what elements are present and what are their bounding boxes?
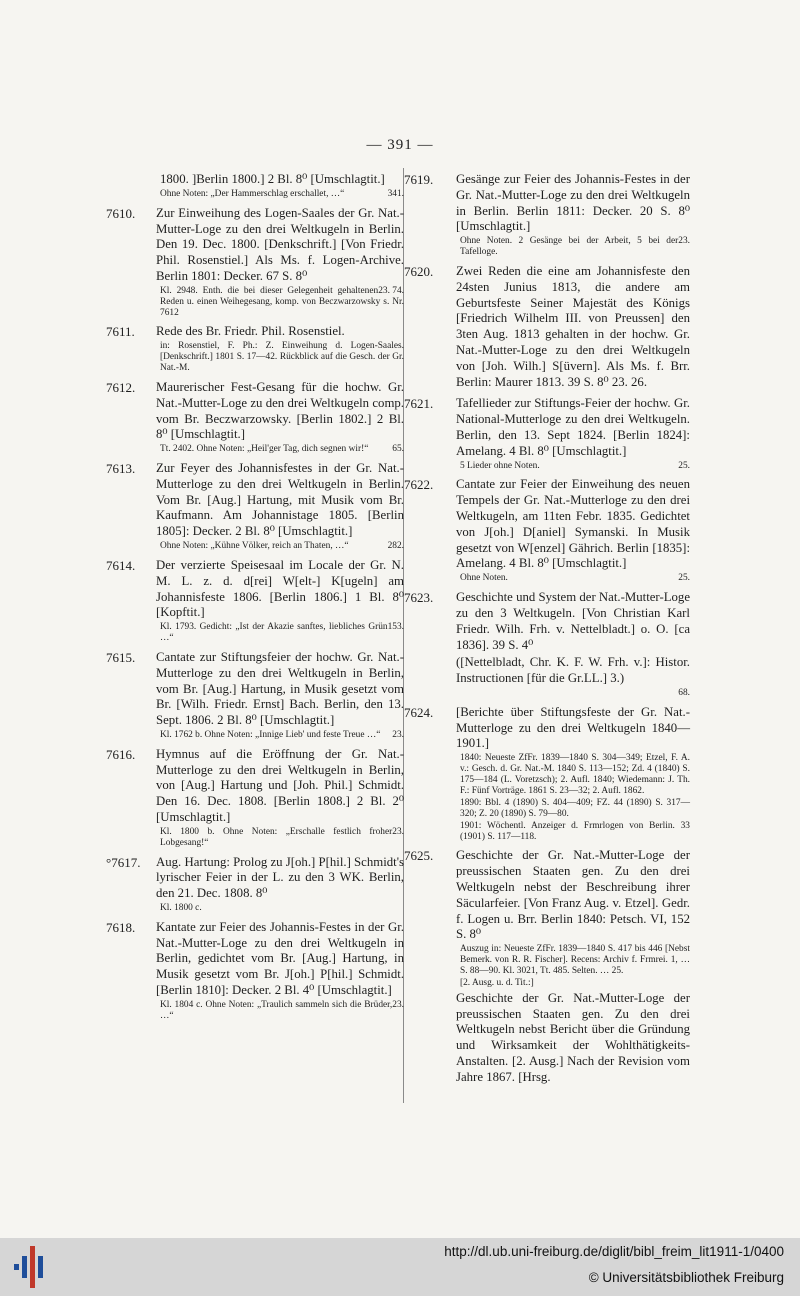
note-text: in: Rosenstiel, F. Ph.: Z. Einweihung d. Logen-Saales. [Denkschrift.] 1801 S. 17—42. Rückblick auf die Gesch. der Gr. Nat.-M. <box>160 341 404 374</box>
entry-text: Hymnus auf die Eröffnung der Gr. Nat.-Mutterloge zu den drei Weltkugeln in Berlin, von [Aug.] Hartung und [Joh. Phil.] Schmidt. Den 16. Dec. 1808. [Berlin 1808.] 2 Bl. 2⁰ [Umschlagtit.] <box>156 746 404 824</box>
entry-text: Maurerischer Fest-Gesang für die hochw. Gr. Nat.-Mutter-Loge zu den drei Weltkugeln comp. vom Br. Beczwarzowsky. [Berlin 1802.] 2 Bl. 8⁰ [Umschlagtit.] <box>156 379 404 442</box>
entry-text: Cantate zur Feier der Einweihung des neuen Tempels der Gr. Nat.-Mutterloge zu den drei Weltkugeln, am 11ten Febr. 1835. Gedichtet von J[oh.] D[aniel] Symanski. In Musik gesetzt von W[enzel] Gährich. Berlin [1835]: Amelang. 4 Bl. 8⁰ [Umschlagtit.] <box>456 477 690 571</box>
entry-note <box>112 622 404 644</box>
reference-numbers: 23. <box>678 236 690 247</box>
reference-numbers: 23. 74. <box>378 285 404 296</box>
entry-text: Zur Einweihung des Logen-Saales der Gr. Nat.-Mutter-Loge zu den drei Weltkugeln in Berlin. Den 19. Dec. 1800. [Denkschrift.] [Von Friedr. Phil. Rosenstiel.] Als Ms. f. Logen-Archive. Berlin 1801: Decker. 67 S. 8⁰ <box>156 205 404 283</box>
note-text: Ohne Noten. <box>460 573 508 584</box>
reference-numbers: 153. <box>387 622 404 633</box>
catalog-entry <box>106 557 404 644</box>
reference-numbers: 23. <box>392 826 404 837</box>
catalog-entry <box>106 919 404 1022</box>
entry-text: Der verzierte Speisesaal im Locale der Gr. N. M. L. z. d. d[rei] W[elt-] K[ugeln] am Johannisfeste 1806. [Berlin 1806.] 1 Bl. 8⁰ [Kopftit.] <box>156 557 404 620</box>
entry-note <box>412 461 690 472</box>
entry-note <box>112 189 404 200</box>
note-text: Ohne Noten: „Kühne Völker, reich an Thaten, …“ <box>160 541 349 551</box>
catalog-entry <box>404 590 690 699</box>
entry-text: Kantate zur Feier des Johannis-Festes in der Gr. Nat.-Mutter-Loge zu den drei Weltkugeln in Berlin, gedichtet vom Br. [Aug.] Hartung, in Musik gesetzt vom Br. J[oh.] P[hil.] Schmidt. [Berlin 1810]: Decker. 2 Bl. 4⁰ [Umschlagtit.] <box>156 919 404 998</box>
reference-numbers: 68. <box>678 687 690 698</box>
catalog-entry <box>106 324 404 374</box>
reference-numbers: 65. <box>392 444 404 455</box>
catalog-entry <box>404 704 690 843</box>
entry-text: Gesänge zur Feier des Johannis-Festes in der Gr. Nat.-Mutter-Loge zu den drei Weltkugeln in Berlin. Berlin 1811: Decker. 20 S. 8⁰ [Umschlagtit.] <box>456 172 690 234</box>
entry-note <box>412 573 690 584</box>
entry-note <box>112 730 404 741</box>
entry-number: 7615. <box>106 649 136 665</box>
left-column <box>106 172 404 1028</box>
catalog-entry <box>106 461 404 552</box>
entry-number: 7610. <box>106 205 136 221</box>
catalog-entry <box>106 746 404 849</box>
entry-number: 7622. <box>404 477 434 493</box>
note-text: 1890: Bbl. 4 (1890) S. 404—409; FZ. 44 (1890) S. 317—320; Z. 20 (1890) S. 79—80. <box>460 797 690 819</box>
catalog-entry <box>106 854 404 914</box>
entry-number: °7617. <box>106 854 141 870</box>
catalog-entry <box>106 205 404 319</box>
reference-numbers: 282. <box>387 541 404 551</box>
note-text: Tt. 2402. Ohne Noten: „Heil'ger Tag, dich segnen wir!“ <box>160 444 369 455</box>
right-column <box>404 172 690 1092</box>
note-text: Kl. 2948. Enth. die bei dieser Gelegenheit gehaltenen Reden u. einen Weihegesang, komp. von Beczwarzowsky s. Nr. 7612 <box>160 285 404 318</box>
entry-note <box>112 341 404 374</box>
catalog-entry <box>404 848 690 1085</box>
entry-text: Rede des Br. Friedr. Phil. Rosenstiel. <box>156 324 345 339</box>
page-number: — 391 — <box>366 137 434 153</box>
catalog-entry <box>106 649 404 741</box>
note-text: 5 Lieder ohne Noten. <box>460 460 540 471</box>
catalog-entry <box>404 264 690 390</box>
catalog-entry <box>106 379 404 455</box>
note-text: Kl. 1800 b. Ohne Noten: „Erschalle festlich froher Lobgesang!“ <box>160 826 393 848</box>
entry-note <box>112 827 404 849</box>
note-text: Kl. 1762 b. Ohne Noten: „Innige Lieb' und feste Treue …“ <box>160 729 381 740</box>
reference-numbers: 341. <box>387 188 404 199</box>
entry-note <box>412 236 690 258</box>
reference-numbers: 25. <box>678 460 690 471</box>
entry-number: 7616. <box>106 746 136 762</box>
entry-note <box>412 944 690 977</box>
entry-note <box>412 798 690 820</box>
library-logo-icon <box>12 1244 48 1290</box>
entry-note <box>412 821 690 843</box>
entry-note <box>112 541 404 552</box>
entry-number: 7612. <box>106 379 136 395</box>
entry-text: 1800. ]Berlin 1800.] 2 Bl. 8⁰ [Umschlagtit.] <box>160 172 385 186</box>
catalog-entry <box>112 172 404 200</box>
entry-text: Zwei Reden die eine am Johannisfeste den 24sten Junius 1813, die andere am Geburtsfeste Seiner Majestät des Königs [Friedrich Wilhelm III. von Preussen] den 3ten Aug. 1813 gehalten in der hochw. Gr. Nat.-Mutter-Loge zu den drei Weltkugeln von [Joh. Wilh.] S[üvern]. Als Ms. f. Brr. Berlin: Maurer 1813. 39 S. 8⁰ 23. 26. <box>456 264 690 389</box>
note-text: Auszug in: Neueste ZfFr. 1839—1840 S. 417 bis 446 [Nebst Bemerk. von R. R. Fischer]. Recens: Archiv f. Frmrei. 1, … S. 88—90. Kl. 3021, Tt. 485. Selten. … 25. <box>460 944 690 977</box>
entry-number: 7613. <box>106 461 136 477</box>
note-text: Kl. 1793. Gedicht: „Ist der Akazie sanftes, liebliches Grün …“ <box>160 622 388 643</box>
copyright-notice: © Universitätsbibliothek Freiburg <box>588 1270 784 1285</box>
entry-extra-ref <box>412 688 690 699</box>
entry-continuation: Geschichte der Gr. Nat.-Mutter-Loge der preussischen Staaten gen. Zu den drei Weltkugeln nebst Bericht über die Gründung und Wirksamkeit der Wohlthätigkeits-Anstalten. [2. Ausg.] Nach der Revision vom Jahre 1867. [Hrsg. <box>456 990 690 1084</box>
catalog-entry <box>404 396 690 471</box>
catalog-entry <box>404 477 690 584</box>
reference-numbers: 23. <box>392 729 404 740</box>
viewer-footer <box>0 1238 800 1296</box>
entry-note <box>112 1000 404 1022</box>
entry-extra: ([Nettelbladt, Chr. K. F. W. Frh. v.]: Histor. Instructionen [für die Gr.LL.] 3.) <box>456 655 690 686</box>
entry-text: [Berichte über Stiftungsfeste der Gr. Nat.-Mutterloge zu den drei Weltkugeln 1840—1901.] <box>456 704 690 751</box>
entry-number: 7620. <box>404 264 434 279</box>
note-text: Kl. 1804 c. Ohne Noten: „Traulich sammeln sich die Brüder, …“ <box>160 999 393 1021</box>
entry-text: Cantate zur Stiftungsfeier der hochw. Gr. Nat.-Mutterloge zu den drei Weltkugeln in Berlin, vom Br. [Aug.] Hartung, in Musik gesetzt vom Br. [Wilh. Friedr. Ernst] Bach. Berlin, den 13. Sept. 1806. 2 Bl. 8⁰ [Umschlagtit.] <box>156 649 404 728</box>
entry-number: 7619. <box>404 172 434 187</box>
entry-number: 7623. <box>404 590 434 606</box>
entry-note <box>112 286 404 319</box>
entry-number: 7625. <box>404 848 434 864</box>
note-text: Ohne Noten. 2 Gesänge bei der Arbeit, 5 bei der Tafelloge. <box>460 236 679 258</box>
note-text: 1840: Neueste ZfFr. 1839—1840 S. 304—349; Etzel, F. A. v.: Gesch. d. Gr. Nat.-M. 1840 S. 113—152; Zd. 4 (1840) S. 175—184 (L. Voretzsch); 2. Aufl. 1840; Wiedemann: J. Th. F.: Fünf Vorträge. 1861 S. 23—32; 2. Aufl. 1862. <box>460 753 690 796</box>
entry-number: 7621. <box>404 396 434 412</box>
entry-number: 7624. <box>404 704 434 720</box>
entry-note <box>112 903 404 914</box>
entry-text: Zur Feyer des Johannisfestes in der Gr. Nat.-Mutterloge zu den drei Weltkugeln in Berlin. Vom Br. [Aug.] Hartung, mit Musik vom Br. Kaufmann. Am Johannistage 1805. [Berlin 1805]: Decker. 2 Bl. 8⁰ [Umschlagtit.] <box>156 461 404 539</box>
reference-numbers: 25. <box>678 573 690 584</box>
entry-text: Geschichte der Gr. Nat.-Mutter-Loge der preussischen Staaten gen. Zu den drei Weltkugeln nebst der Beschreibung ihrer Säcularfeier. [Von Franz Aug. v. Etzel]. Gedr. f. Logen u. Brr. Berlin 1840: Petsch. VI, 152 S. 8⁰ <box>456 848 690 942</box>
document-url[interactable]: http://dl.ub.uni-freiburg.de/diglit/bibl_freim_lit1911-1/0400 <box>444 1244 784 1259</box>
note-text: Kl. 1800 c. <box>160 902 202 913</box>
note-text: [2. Ausg. u. d. Tit.:] <box>460 977 534 988</box>
reference-numbers: 23. <box>392 999 404 1010</box>
catalog-entry <box>404 172 690 258</box>
entry-number: 7611. <box>106 324 135 340</box>
entry-note <box>412 978 690 989</box>
entry-text: Aug. Hartung: Prolog zu J[oh.] P[hil.] Schmidt's lyrischer Feier in der L. zu den 3 WK. Berlin, den 21. Dec. 1808. 8⁰ <box>156 854 404 901</box>
entry-number: 7614. <box>106 557 136 573</box>
entry-note <box>412 753 690 797</box>
note-text: Ohne Noten: „Der Hammerschlag erschallet, …“ <box>160 188 345 199</box>
entry-number: 7618. <box>106 919 136 935</box>
note-text: 1901: Wöchentl. Anzeiger d. Frmrlogen von Berlin. 33 (1901) S. 117—118. <box>460 820 690 842</box>
entry-note <box>112 444 404 455</box>
entry-text: Tafellieder zur Stiftungs-Feier der hochw. Gr. National-Mutterloge zu den drei Weltkugeln. Berlin, den 13. Sept 1824. [Berlin 1824]: Amelang. 4 Bl. 8⁰ [Umschlagtit.] <box>456 396 690 458</box>
entry-text: Geschichte und System der Nat.-Mutter-Loge zu den 3 Weltkugeln. [Von Christian Karl Friedr. Wilh. Frh. v. Nettelbladt.] o. O. [ca 1836]. 39 S. 4⁰ <box>456 590 690 652</box>
